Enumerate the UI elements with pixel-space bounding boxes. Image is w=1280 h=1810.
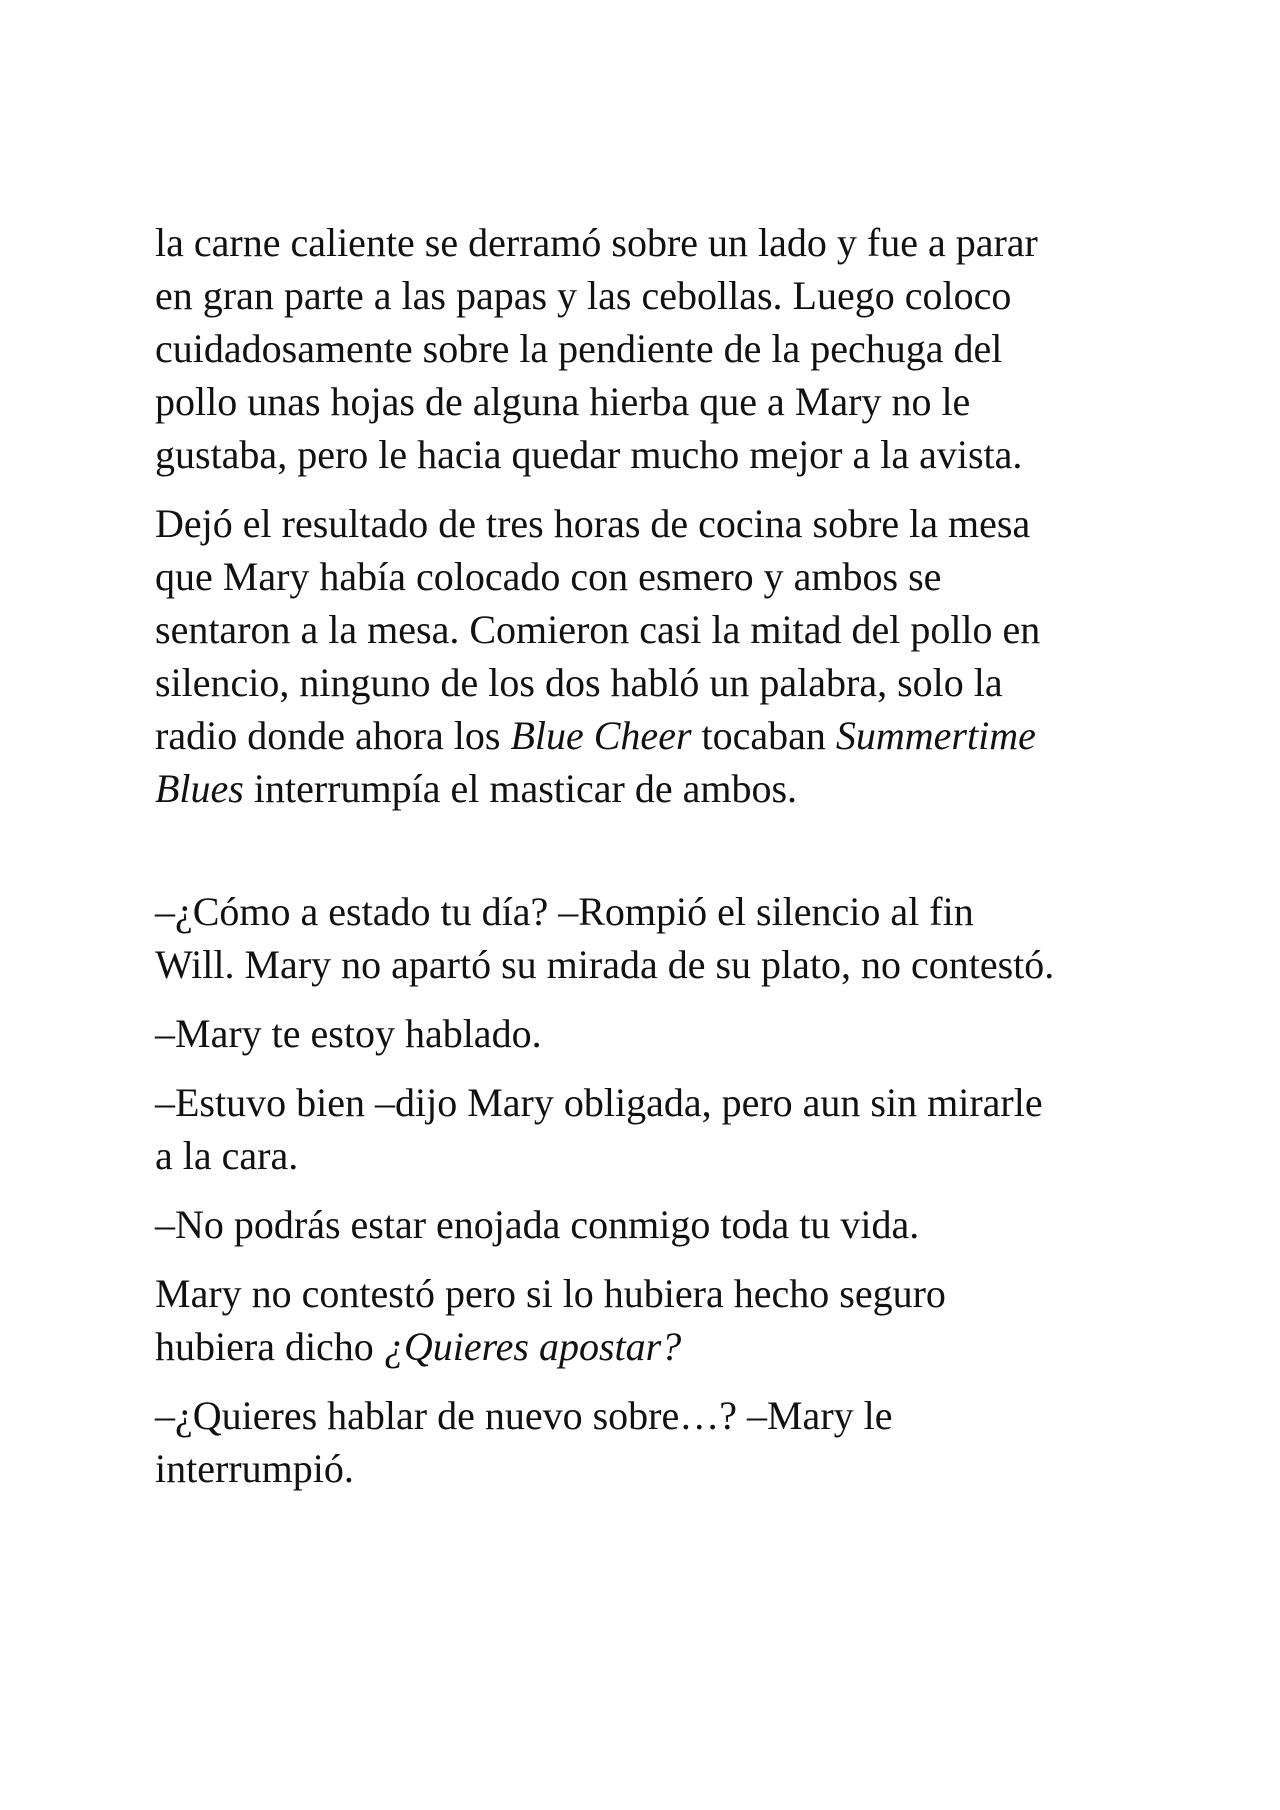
text-line: Mary no contestó pero si lo hubiera hecho seguro — [155, 1271, 946, 1316]
paragraph-2 — [155, 497, 1135, 815]
text-line: a la cara. — [155, 1133, 299, 1178]
text-line: –¿Quieres hablar de nuevo sobre…? –Mary le — [155, 1393, 893, 1438]
text-line: Will. Mary no apartó su mirada de su plato, no contestó. — [155, 942, 1055, 987]
page-body-text — [155, 216, 1135, 1495]
text-line: interrumpió. — [155, 1446, 354, 1491]
text-line: Dejó el resultado de tres horas de cocina sobre la mesa — [155, 501, 1031, 546]
text-line: –Estuvo bien –dijo Mary obligada, pero aun sin mirarle — [155, 1080, 1043, 1125]
text-line: sentaron a la mesa. Comieron casi la mitad del pollo en — [155, 607, 1041, 652]
paragraph-1 — [155, 216, 1135, 481]
text-line: gustaba, pero le hacia quedar mucho mejor a la avista. — [155, 432, 1023, 477]
paragraph-6 — [155, 1198, 1135, 1251]
band-name-italic: Blue Cheer — [510, 713, 692, 758]
text-fragment: interrumpía el masticar de ambos. — [243, 766, 798, 811]
text-line: –No podrás estar enojada conmigo toda tu vida. — [155, 1202, 920, 1247]
text-fragment: hubiera dicho — [155, 1324, 384, 1369]
paragraph-8 — [155, 1389, 1135, 1495]
text-line: la carne caliente se derramó sobre un lado y fue a parar — [155, 220, 1038, 265]
text-line: radio donde ahora los — [155, 713, 511, 758]
text-line: en gran parte a las papas y las cebollas. Luego coloco — [155, 273, 1012, 318]
paragraph-7 — [155, 1267, 1135, 1373]
song-title-italic: Summertime — [835, 713, 1036, 758]
text-line: –¿Cómo a estado tu día? –Rompió el silencio al fin — [155, 889, 974, 934]
song-title-italic: Blues — [155, 766, 244, 811]
text-line: que Mary había colocado con esmero y ambos se — [155, 554, 942, 599]
paragraph-4 — [155, 1007, 1135, 1060]
paragraph-3 — [155, 885, 1135, 991]
text-line: pollo unas hojas de alguna hierba que a Mary no le — [155, 379, 971, 424]
italic-thought: ¿Quieres apostar? — [383, 1324, 682, 1369]
text-line: cuidadosamente sobre la pendiente de la pechuga del — [155, 326, 1003, 371]
text-fragment: tocaban — [691, 713, 836, 758]
text-line: silencio, ninguno de los dos habló un palabra, solo la — [155, 660, 1003, 705]
paragraph-5 — [155, 1076, 1135, 1182]
text-line: –Mary te estoy hablado. — [155, 1011, 542, 1056]
